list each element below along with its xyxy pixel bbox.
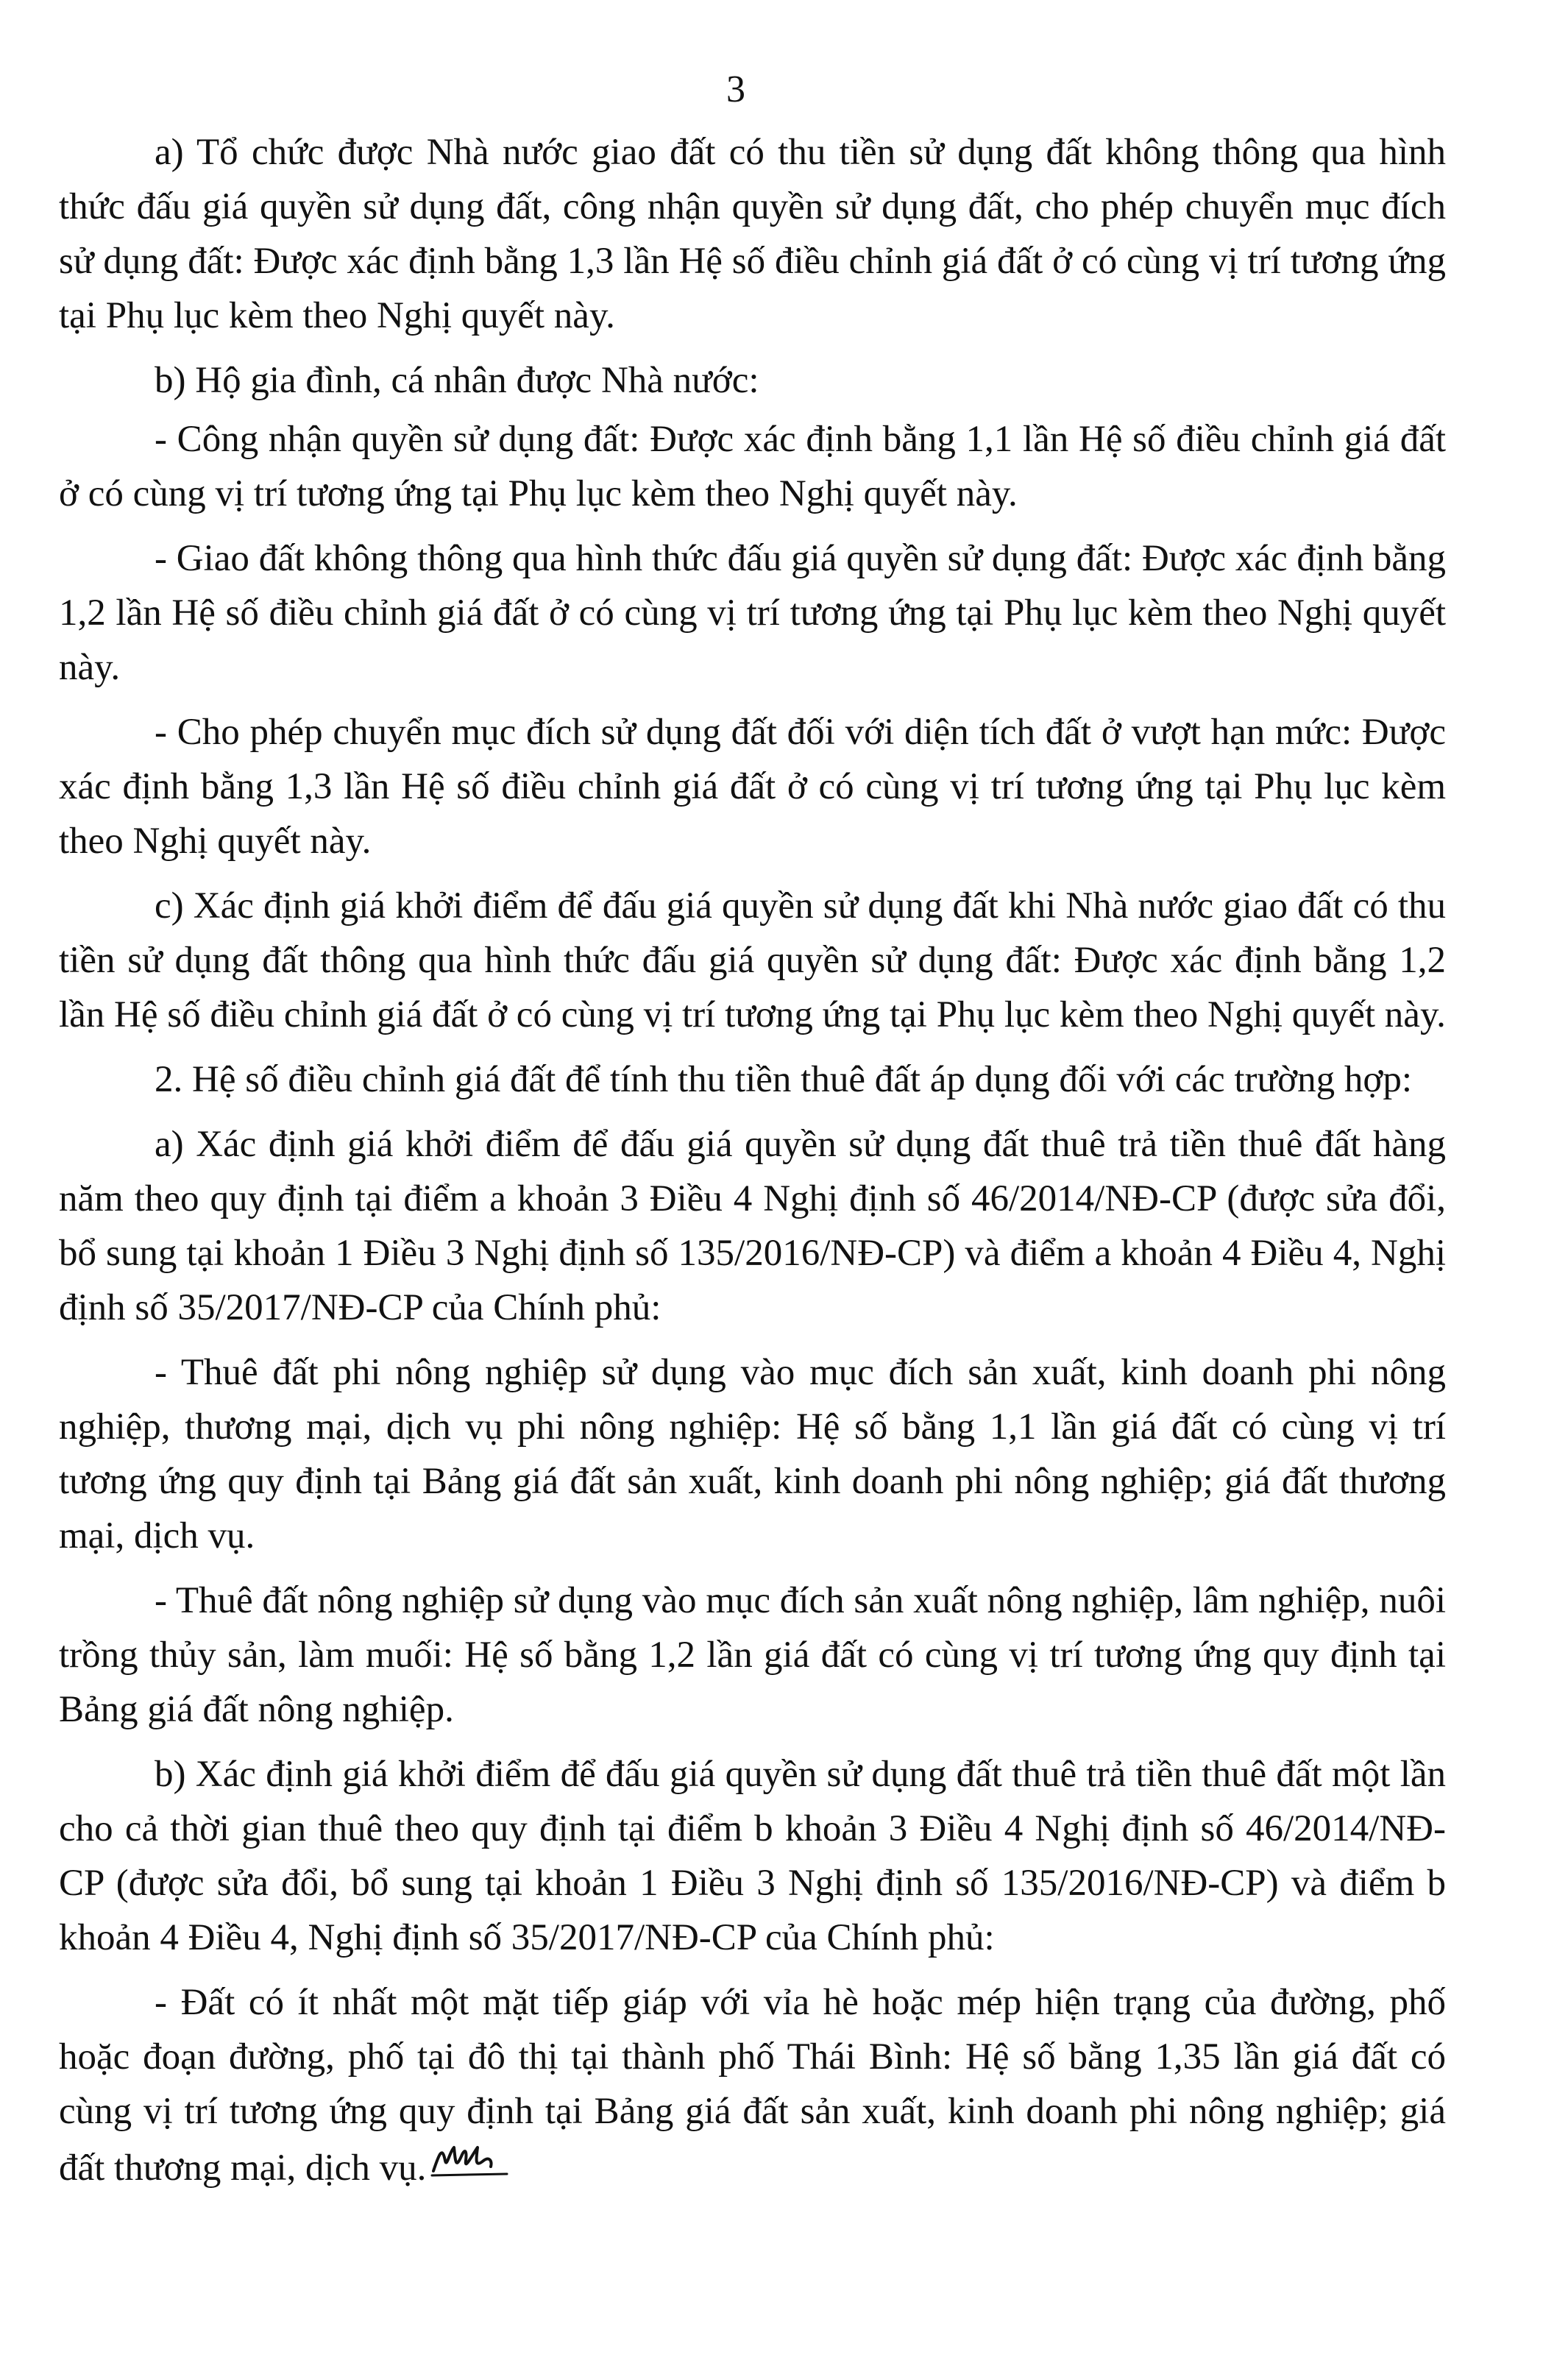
- paragraph-2b: b) Xác định giá khởi điểm để đấu giá quyền sử dụng đất thuê trả tiền thuê đất một lần cho cả thời gian thuê theo quy định tại điểm b khoản 3 Điều 4 Nghị định số 46/2014/NĐ-CP (được sửa đổi, bổ sung tại khoản 1 Điều 3 Nghị định số 135/2016/NĐ-CP) và điểm b khoản 4 Điều 4, Nghị định số 35/2017/NĐ-CP của Chính phủ:: [59, 1754, 1446, 1958]
- paragraph-2b-frontage: [59, 1975, 1446, 2195]
- paragraph-2: 2. Hệ số điều chỉnh giá đất để tính thu tiền thuê đất áp dụng đối với các trường hợp:: [155, 1059, 1413, 1100]
- paragraph-1b: b) Hộ gia đình, cá nhân được Nhà nước:: [155, 360, 759, 401]
- paragraph-2b-frontage-text: - Đất có ít nhất một mặt tiếp giáp với vỉa hè hoặc mép hiện trạng của đường, phố hoặc đoạn đường, phố tại đô thị tại thành phố Thái Bình: Hệ số bằng 1,35 lần giá đất có cùng vị trí tương ứng quy định tại Bảng giá đất sản xuất, kinh doanh phi nông nghiệp; giá đất thương mại, dịch vụ.: [59, 1982, 1446, 2189]
- page-number: 3: [726, 68, 745, 110]
- initials-signature: [429, 2139, 510, 2180]
- paragraph-2a-nonagri: - Thuê đất phi nông nghiệp sử dụng vào mục đích sản xuất, kinh doanh phi nông nghiệp, thương mại, dịch vụ phi nông nghiệp: Hệ số bằng 1,1 lần giá đất có cùng vị trí tương ứng quy định tại Bảng giá đất sản xuất, kinh doanh phi nông nghiệp; giá đất thương mại, dịch vụ.: [59, 1352, 1446, 1556]
- document-body: [59, 125, 1446, 2206]
- paragraph-1b-convert: - Cho phép chuyển mục đích sử dụng đất đối với diện tích đất ở vượt hạn mức: Được xác định bằng 1,3 lần Hệ số điều chỉnh giá đất ở có cùng vị trí tương ứng tại Phụ lục kèm theo Nghị quyết này.: [59, 712, 1446, 862]
- paragraph-1a: a) Tổ chức được Nhà nước giao đất có thu tiền sử dụng đất không thông qua hình thức đấu giá quyền sử dụng đất, công nhận quyền sử dụng đất, cho phép chuyển mục đích sử dụng đất: Được xác định bằng 1,3 lần Hệ số điều chỉnh giá đất ở có cùng vị trí tương ứng tại Phụ lục kèm theo Nghị quyết này.: [59, 132, 1446, 336]
- paragraph-1b-allocate: - Giao đất không thông qua hình thức đấu giá quyền sử dụng đất: Được xác định bằng 1,2 lần Hệ số điều chỉnh giá đất ở có cùng vị trí tương ứng tại Phụ lục kèm theo Nghị quyết này.: [59, 538, 1446, 688]
- paragraph-2a-agri: - Thuê đất nông nghiệp sử dụng vào mục đích sản xuất nông nghiệp, lâm nghiệp, nuôi trồng thủy sản, làm muối: Hệ số bằng 1,2 lần giá đất có cùng vị trí tương ứng quy định tại Bảng giá đất nông nghiệp.: [59, 1580, 1446, 1730]
- paragraph-2a: a) Xác định giá khởi điểm để đấu giá quyền sử dụng đất thuê trả tiền thuê đất hàng năm theo quy định tại điểm a khoản 3 Điều 4 Nghị định số 46/2014/NĐ-CP (được sửa đổi, bổ sung tại khoản 1 Điều 3 Nghị định số 135/2016/NĐ-CP) và điểm a khoản 4 Điều 4, Nghị định số 35/2017/NĐ-CP của Chính phủ:: [59, 1124, 1446, 1328]
- paragraph-1b-recognize: - Công nhận quyền sử dụng đất: Được xác định bằng 1,1 lần Hệ số điều chỉnh giá đất ở có cùng vị trí tương ứng tại Phụ lục kèm theo Nghị quyết này.: [59, 419, 1446, 514]
- paragraph-1c: c) Xác định giá khởi điểm để đấu giá quyền sử dụng đất khi Nhà nước giao đất có thu tiền sử dụng đất thông qua hình thức đấu giá quyền sử dụng đất: Được xác định bằng 1,2 lần Hệ số điều chỉnh giá đất ở có cùng vị trí tương ứng tại Phụ lục kèm theo Nghị quyết này.: [59, 885, 1446, 1035]
